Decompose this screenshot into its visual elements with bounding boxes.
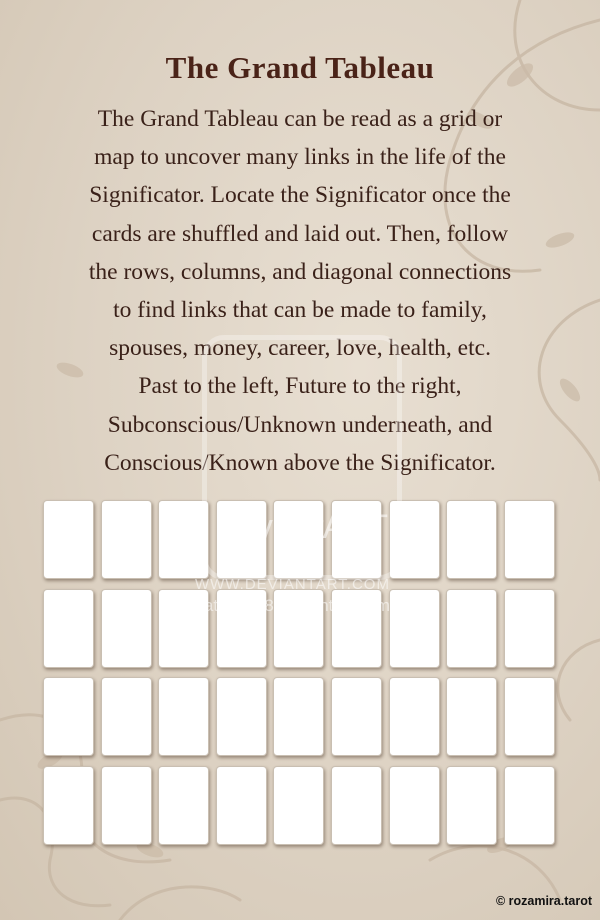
card-slot bbox=[504, 766, 555, 845]
card-slot bbox=[101, 589, 152, 668]
card-slot bbox=[389, 589, 440, 668]
card-slot bbox=[101, 677, 152, 756]
intro-line: map to uncover many links in the life of the bbox=[94, 144, 506, 171]
card-slot bbox=[158, 677, 209, 756]
intro-line: Significator. Locate the Significator once the bbox=[89, 182, 511, 209]
credit-text: © rozamira.tarot bbox=[495, 894, 592, 908]
card-slot bbox=[273, 677, 324, 756]
card-slot bbox=[216, 677, 267, 756]
page-title: The Grand Tableau bbox=[165, 50, 435, 85]
card-slot bbox=[504, 677, 555, 756]
intro-line: to find links that can be made to family, bbox=[113, 297, 487, 324]
intro-line: Conscious/Known above the Significator. bbox=[104, 449, 496, 476]
watermark-logo: deviantART bbox=[220, 508, 388, 546]
card-slot bbox=[43, 766, 94, 845]
card-slot bbox=[43, 677, 94, 756]
intro-line: spouses, money, career, love, health, etc. bbox=[109, 335, 491, 362]
card-slot bbox=[389, 766, 440, 845]
card-slot bbox=[504, 500, 555, 579]
watermark-url: WWW.DEVIANTART.COM bbox=[195, 576, 390, 593]
intro-line: The Grand Tableau can be read as a grid or bbox=[97, 106, 503, 132]
card-slot bbox=[504, 589, 555, 668]
intro-line: Subconscious/Unknown underneath, and bbox=[107, 411, 493, 438]
card-slot bbox=[158, 766, 209, 845]
card-slot bbox=[446, 500, 497, 579]
intro-line: cards are shuffled and laid out. Then, follow bbox=[91, 220, 509, 247]
card-slot bbox=[43, 589, 94, 668]
card-slot bbox=[446, 589, 497, 668]
intro-line: the rows, columns, and diagonal connections bbox=[88, 258, 512, 285]
card-slot bbox=[43, 500, 94, 579]
watermark-copyright: (c) Katoons88.deviantart.com bbox=[168, 596, 391, 615]
card-slot bbox=[446, 677, 497, 756]
card-slot bbox=[273, 766, 324, 845]
card-slot bbox=[101, 500, 152, 579]
card-slot bbox=[101, 766, 152, 845]
intro-line: Past to the left, Future to the right, bbox=[138, 373, 462, 400]
card-slot bbox=[331, 677, 382, 756]
card-slot bbox=[389, 677, 440, 756]
card-slot bbox=[446, 766, 497, 845]
card-slot bbox=[216, 766, 267, 845]
card-slot bbox=[331, 766, 382, 845]
